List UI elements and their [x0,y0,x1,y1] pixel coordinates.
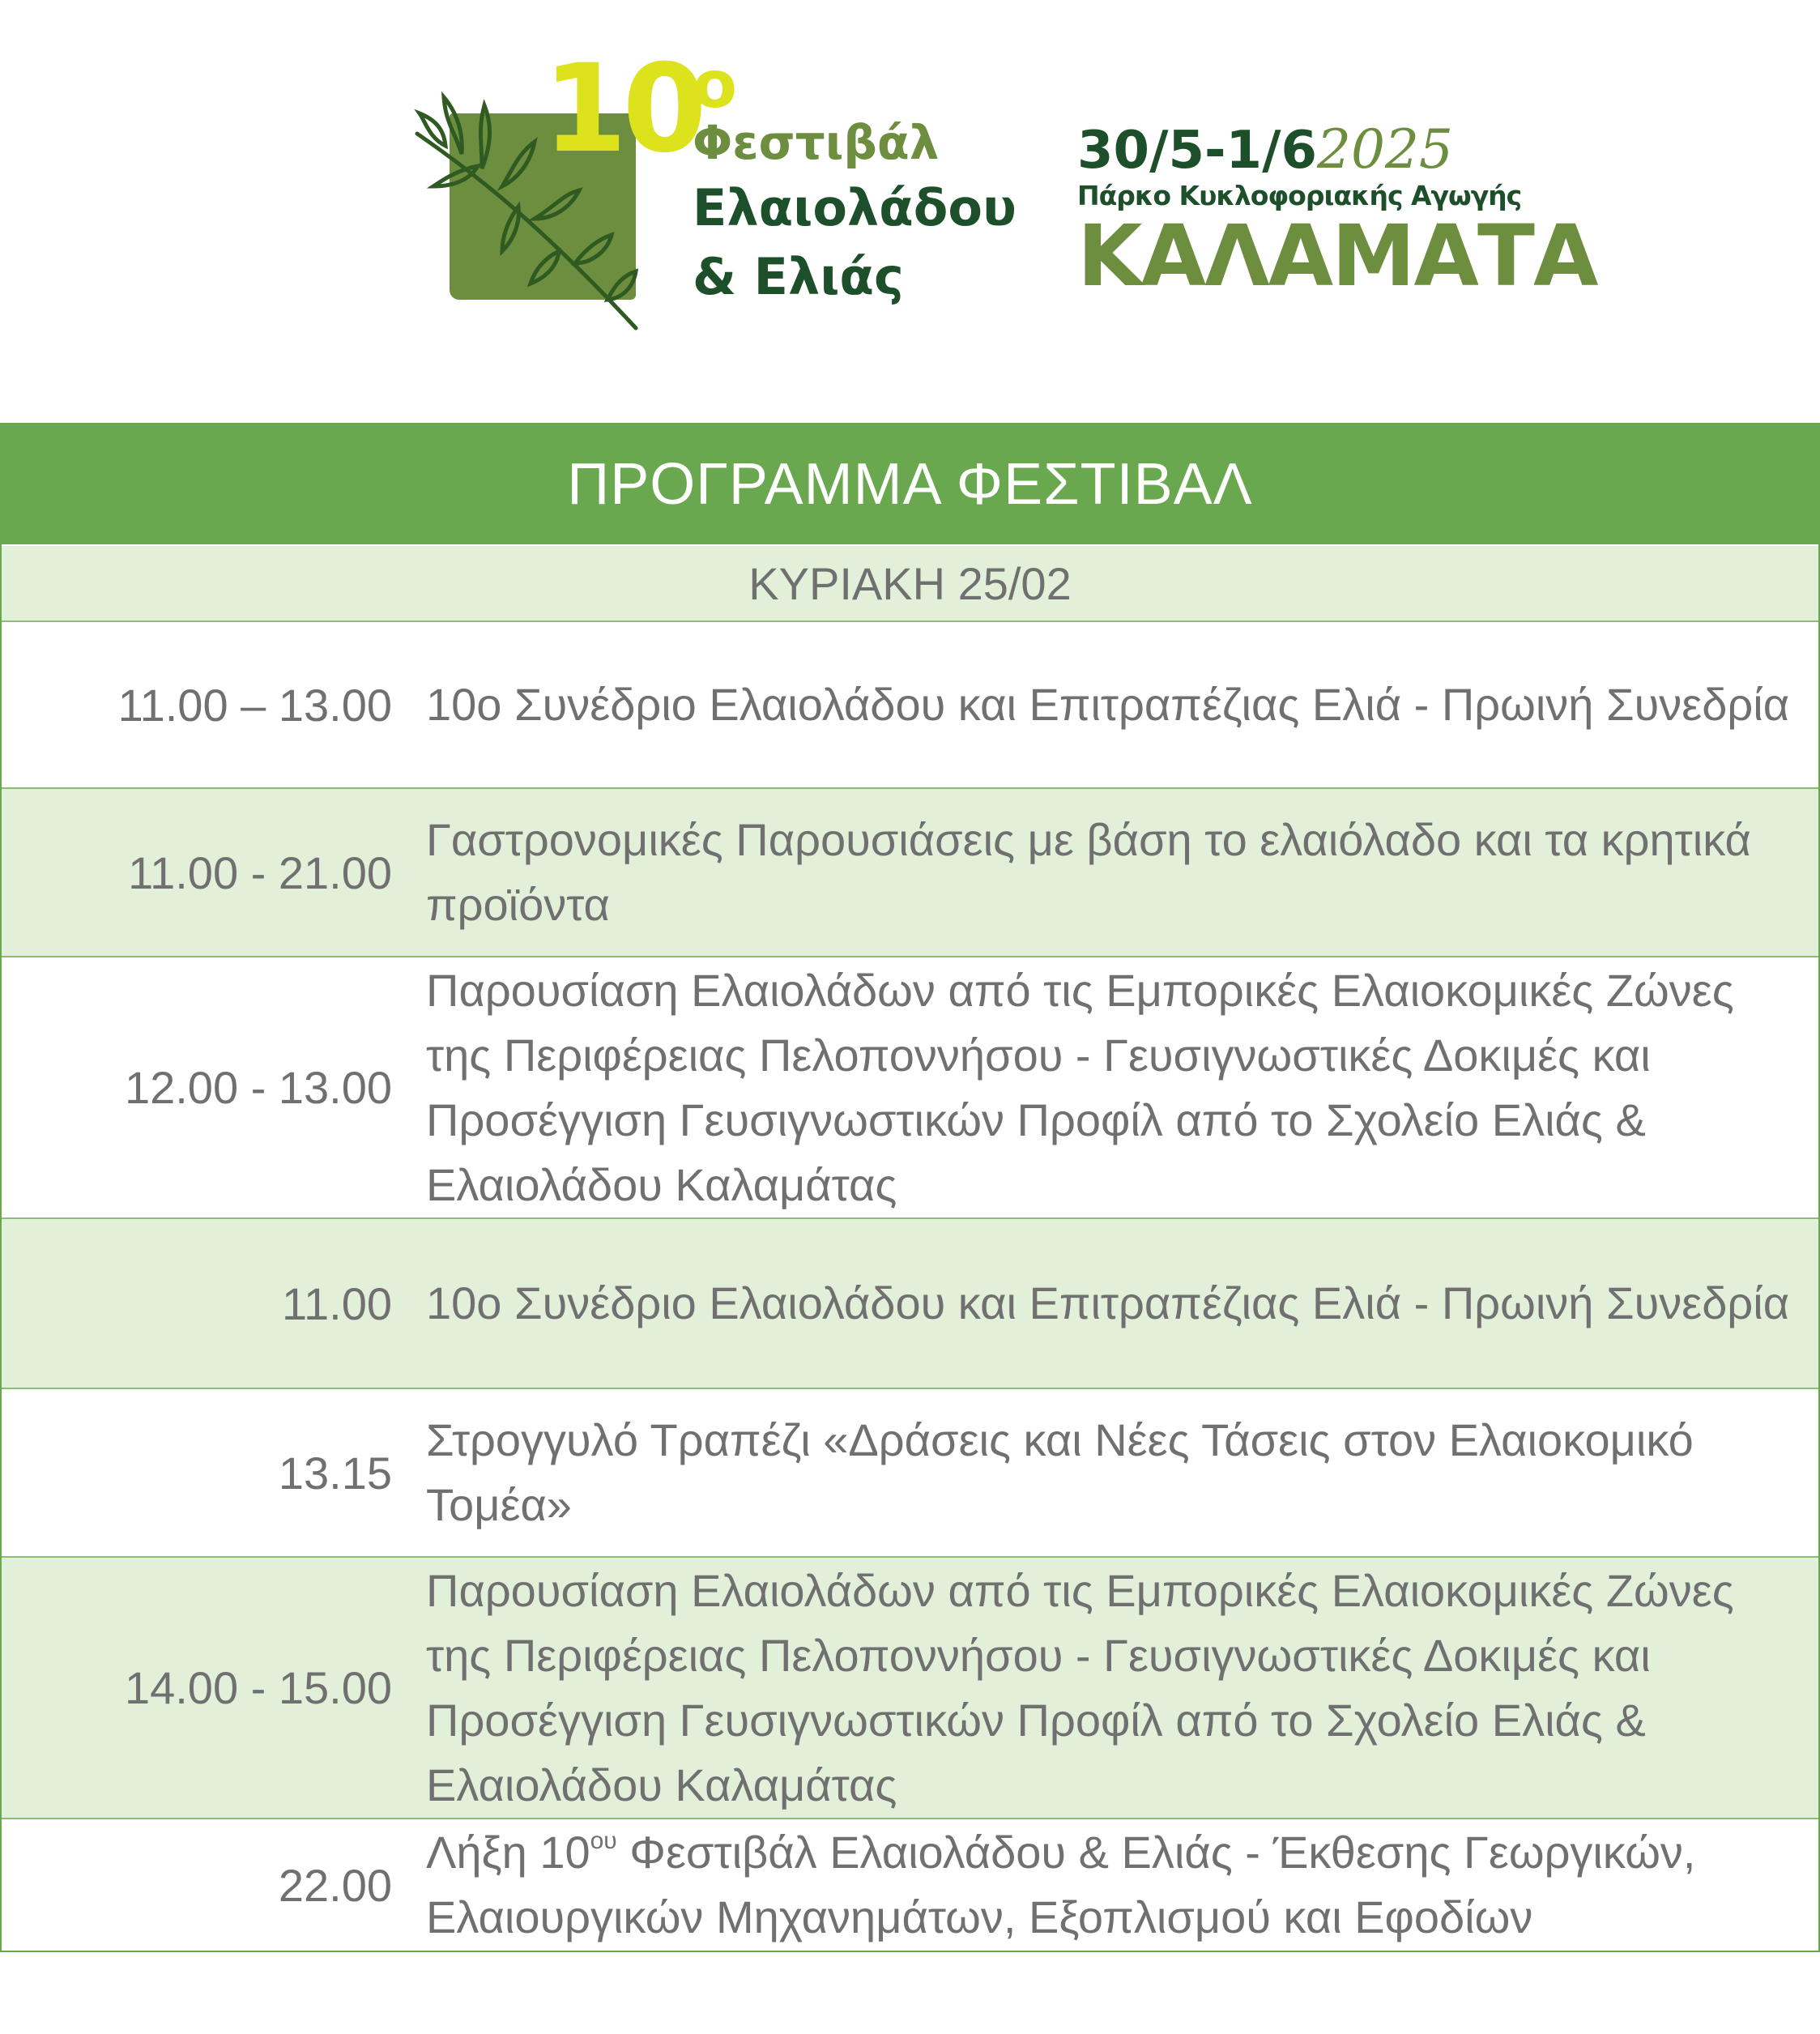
row-time: 13.15 [278,1447,392,1499]
table-row [2,789,1818,957]
table-row [2,622,1818,789]
table-row [2,1389,1818,1558]
schedule-title: ΠΡΟΓΡΑΜΜΑ ΦΕΣΤΙΒΑΛ [2,424,1818,544]
festival-number: 10 [543,39,702,180]
row-description [392,1820,1818,1950]
event-dates: 30/5-1/6 [1077,121,1317,181]
table-row [2,1219,1818,1389]
festival-logo [413,39,1037,332]
row-time: 11.00 [282,1277,392,1329]
table-row [2,1558,1818,1819]
row-time: 14.00 - 15.00 [124,1662,392,1713]
logo-line-festival: Φεστιβάλ [693,115,940,170]
row-time: 22.00 [278,1859,392,1911]
row-description: Γαστρονομικές Παρουσιάσεις με βάση το ελαιόλαδο και τα κρητικά προϊόντα [426,814,1751,930]
event-year: 2025 [1316,118,1453,181]
row-description: 10ο Συνέδριο Ελαιολάδου και Επιτραπέζιας Ελιά - Πρωινή Συνεδρία [426,1277,1790,1328]
table-row [2,957,1818,1219]
row-description: Παρουσίαση Ελαιολάδων από τις Εμπορικές Ελαιοκομικές Ζώνες της Περιφέρειας Πελοποννήσου - Γευσιγνωστικές Δοκιμές και Προσέγγιση Γευσιγνωστικών Προφίλ από το Σχολείο Ελιάς & Ελαιολάδου Καλαμάτας [426,1564,1734,1810]
row-text-end: Φεστιβάλ Ελαιολάδου & Ελιάς - Έκθεσης Γεωργικών, Ελαιουργικών Μηχανημάτων, Εξοπλισμού και Εφοδίων [426,1827,1696,1942]
row-time: 12.00 - 13.00 [124,1062,392,1113]
logo-line-olive-oil: Ελαιολάδου [693,178,1017,237]
event-dates-line [1077,117,1531,183]
festival-ordinal: ο [693,47,737,122]
row-time: 11.00 - 21.00 [128,846,392,898]
event-venue: Πάρκο Κυκλοφοριακής Αγωγής [1077,180,1522,211]
event-city: ΚΑΛΑΜΑΤΑ [1077,207,1597,305]
row-description: 10ο Συνέδριο Ελαιολάδου και Επιτραπέζιας Ελιά - Πρωινή Συνεδρία [426,679,1790,730]
row-text-superscript: ου [590,1827,617,1854]
event-info [1077,117,1597,305]
row-description: Παρουσίαση Ελαιολάδων από τις Εμπορικές Ελαιοκομικές Ζώνες της Περιφέρειας Πελοποννήσου - Γευσιγνωστικές Δοκιμές και Προσέγγιση Γευσιγνωστικών Προφίλ από το Σχολείο Ελιάς & Ελαιολάδου Καλαμάτας [426,964,1734,1210]
table-row [2,1819,1818,1951]
schedule-day: ΚΥΡΙΑΚΗ 25/02 [2,544,1818,622]
logo-line-olive: & Ελιάς [693,247,904,306]
row-description: Στρογγυλό Τραπέζι «Δράσεις και Νέες Τάσεις στον Ελαιοκομικό Τομέα» [426,1414,1694,1530]
schedule-table [0,423,1820,1952]
row-text-start: Λήξη 10 [426,1827,590,1878]
row-time: 11.00 – 13.00 [117,679,392,731]
